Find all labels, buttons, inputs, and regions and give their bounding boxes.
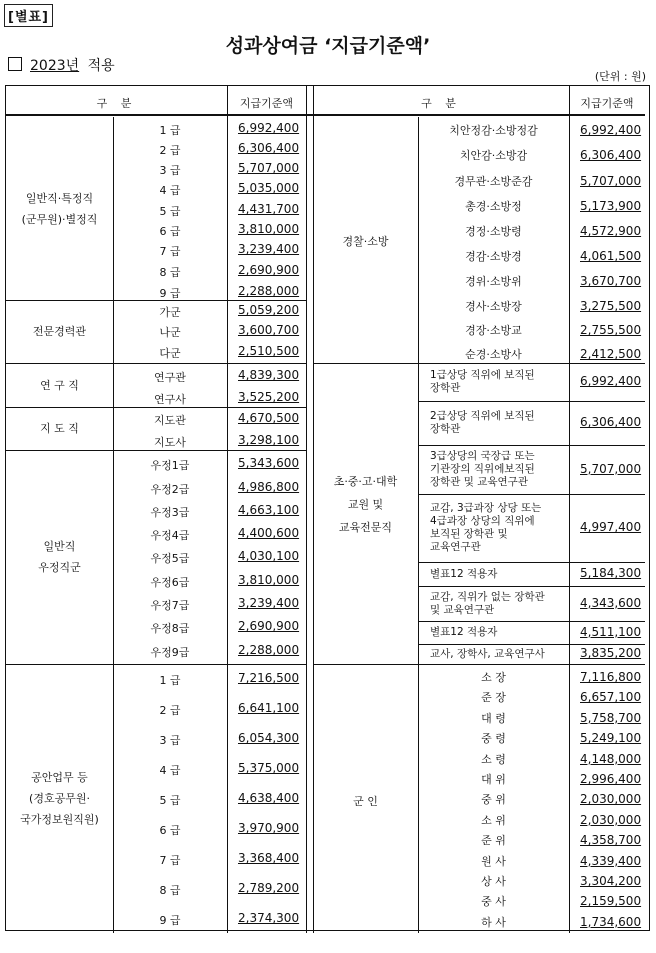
- rank-label: 준 장: [481, 691, 506, 705]
- amount-value: 3,670,700: [580, 274, 642, 288]
- amount-value: 5,059,200: [238, 303, 300, 317]
- grade-label: 나군: [159, 326, 181, 339]
- allowance-table: [5, 85, 650, 931]
- rank-label: 경정·소방령: [465, 225, 522, 238]
- rank-label: 중 위: [481, 793, 506, 807]
- amount-value: 4,986,800: [238, 480, 300, 494]
- amount-value: 3,239,400: [238, 596, 300, 610]
- amount-value: 5,707,000: [238, 161, 300, 175]
- appendix-tag: [별표]: [4, 4, 53, 27]
- rank-label: 하 사: [481, 915, 506, 929]
- amount-value: 4,339,400: [580, 853, 642, 868]
- grade-label: 1 급: [159, 124, 181, 137]
- amount-value: 2,288,000: [238, 284, 300, 298]
- column-divider: [113, 363, 114, 407]
- amount-value: 2,690,900: [238, 263, 300, 277]
- amount-value: 4,358,700: [580, 833, 642, 848]
- position-desc: 교사, 장학사, 교육연구사: [430, 647, 545, 660]
- amount-value: 2,412,500: [580, 347, 642, 361]
- position-desc: 1급상당 직위에 보직된: [430, 369, 535, 381]
- rank-label: 준 위: [481, 834, 506, 848]
- amount-value: 3,600,700: [238, 323, 300, 337]
- rank-label: 중 사: [481, 895, 506, 909]
- column-divider: [418, 664, 419, 933]
- category-label: (경호공무원·: [29, 792, 90, 805]
- amount-value: 3,970,900: [238, 821, 300, 835]
- position-desc: 및 교육연구관: [430, 603, 495, 616]
- rank-label: 원 사: [481, 854, 506, 868]
- column-divider: [113, 300, 114, 363]
- grade-label: 연구관: [154, 371, 186, 384]
- apply-year-line: [8, 55, 115, 75]
- header-amount-left: 지급기준액: [239, 97, 294, 110]
- amount-value: 6,992,400: [238, 121, 300, 135]
- category-label: 연 구 직: [40, 378, 79, 392]
- amount-value: 2,996,400: [580, 772, 642, 786]
- rank-label: 경사·소방장: [465, 300, 522, 313]
- grade-label: 우정9급: [150, 646, 190, 659]
- category-label: 교육전문직: [338, 521, 393, 534]
- category-label: 공안업무 등: [31, 771, 88, 784]
- rank-label: 상 사: [481, 875, 506, 888]
- amount-value: 3,368,400: [238, 851, 300, 865]
- amount-value: 3,525,200: [238, 390, 300, 404]
- amount-value: 3,304,200: [580, 874, 642, 888]
- grade-label: 4 급: [159, 764, 181, 777]
- grade-label: 1 급: [159, 674, 181, 687]
- grade-label: 8 급: [159, 266, 181, 279]
- amount-value: 5,707,000: [580, 174, 642, 188]
- rank-label: 경장·소방교: [465, 324, 522, 337]
- column-divider: [569, 86, 570, 933]
- grade-label: 우정5급: [150, 552, 190, 565]
- rank-label: 경감·소방경: [465, 250, 522, 263]
- row-divider: [6, 114, 645, 116]
- amount-value: 3,835,200: [580, 646, 642, 660]
- amount-value: 5,249,100: [580, 731, 642, 746]
- grade-label: 우정3급: [150, 506, 190, 519]
- amount-value: 4,638,400: [238, 791, 300, 805]
- amount-value: 2,690,900: [238, 619, 300, 633]
- rank-label: 대 위: [481, 773, 506, 786]
- grade-label: 다군: [159, 347, 181, 360]
- position-desc: 기관장의 직위에보직된: [430, 463, 535, 475]
- amount-value: 4,839,300: [238, 368, 300, 382]
- row-divider: [418, 586, 645, 587]
- unit-label: (단위 : 원): [594, 70, 646, 83]
- grade-label: 연구사: [154, 393, 186, 406]
- amount-value: 4,148,000: [580, 751, 642, 766]
- position-desc: 교육연구관: [430, 541, 481, 553]
- category-label: 초·중·고·대학: [333, 475, 398, 488]
- amount-value: 6,306,400: [238, 141, 300, 155]
- category-label: 우정직군: [38, 561, 81, 574]
- grade-label: 우정8급: [150, 622, 190, 635]
- rank-label: 대 령: [481, 711, 506, 725]
- header-gubun-right: 구 분: [421, 97, 461, 110]
- amount-value: 2,030,000: [580, 812, 642, 827]
- amount-value: 2,755,500: [580, 323, 642, 337]
- amount-value: 3,810,000: [238, 222, 300, 236]
- amount-value: 6,992,400: [580, 374, 642, 388]
- grade-label: 5 급: [159, 205, 181, 218]
- column-divider: [113, 117, 114, 300]
- grade-label: 4 급: [159, 184, 181, 197]
- row-divider: [418, 401, 645, 402]
- amount-value: 1,734,600: [580, 914, 642, 929]
- category-label: 군 인: [353, 795, 378, 808]
- grade-label: 우정2급: [150, 483, 190, 496]
- amount-value: 2,789,200: [238, 881, 300, 895]
- amount-value: 7,116,800: [580, 670, 642, 684]
- grade-label: 지도관: [154, 414, 186, 427]
- row-divider: [418, 562, 645, 563]
- rank-label: 소 위: [481, 813, 506, 827]
- row-divider: [313, 363, 645, 364]
- grade-label: 2 급: [159, 144, 181, 157]
- amount-value: 4,030,100: [238, 549, 300, 563]
- amount-value: 4,663,100: [238, 503, 300, 517]
- position-desc: 장학관: [430, 382, 461, 394]
- apply-year: 2023년: [30, 58, 80, 74]
- amount-value: 5,343,600: [238, 456, 300, 470]
- amount-value: 4,572,900: [580, 224, 642, 238]
- row-divider: [6, 450, 306, 451]
- category-label: (군무원)·별정직: [21, 212, 98, 226]
- amount-value: 5,035,000: [238, 181, 300, 195]
- grade-label: 우정1급: [150, 459, 190, 472]
- header-amount-right: 지급기준액: [580, 97, 634, 110]
- rank-label: 치안정감·소방정감: [449, 124, 538, 137]
- grade-label: 5 급: [159, 794, 181, 807]
- grade-label: 3 급: [159, 734, 181, 747]
- amount-value: 6,641,100: [238, 701, 300, 715]
- amount-value: 6,657,100: [580, 690, 642, 705]
- column-divider: [113, 450, 114, 664]
- amount-value: 3,298,100: [238, 433, 300, 447]
- category-label: 전문경력관: [32, 325, 87, 338]
- amount-value: 2,288,000: [238, 643, 300, 657]
- grade-label: 우정4급: [150, 529, 190, 542]
- checkbox[interactable]: [8, 57, 22, 71]
- amount-value: 2,510,500: [238, 344, 300, 358]
- position-desc: 2급상당 직위에 보직된: [430, 410, 535, 422]
- category-label: 일반직·특정직: [25, 191, 94, 205]
- rank-label: 치안감·소방감: [459, 149, 528, 162]
- grade-label: 3 급: [159, 164, 181, 177]
- category-label: 교원 및: [347, 498, 384, 511]
- grade-label: 6 급: [159, 824, 181, 837]
- category-label: 지 도 직: [40, 422, 79, 435]
- rank-label: 소 령: [481, 752, 506, 766]
- amount-value: 3,810,000: [238, 573, 300, 587]
- amount-value: 5,375,000: [238, 761, 300, 775]
- amount-value: 7,216,500: [238, 671, 300, 685]
- amount-value: 4,061,500: [580, 249, 642, 263]
- row-divider: [313, 664, 645, 665]
- amount-value: 4,343,600: [580, 595, 642, 610]
- position-desc: 3급상당의 국장급 또는: [430, 450, 535, 462]
- amount-value: 4,511,100: [580, 624, 642, 639]
- row-divider: [6, 363, 306, 364]
- position-desc: 교감, 직위가 없는 장학관: [430, 590, 545, 603]
- amount-value: 2,030,000: [580, 792, 642, 807]
- rank-label: 소 장: [481, 671, 506, 684]
- column-divider: [227, 86, 228, 933]
- column-divider: [306, 86, 307, 933]
- amount-value: 6,306,400: [580, 148, 642, 162]
- row-divider: [418, 644, 645, 645]
- amount-value: 2,374,300: [238, 911, 300, 925]
- amount-value: 4,400,600: [238, 526, 300, 540]
- column-divider: [113, 407, 114, 450]
- grade-label: 2 급: [159, 704, 181, 717]
- position-desc: 교감, 3급과장 상당 또는: [430, 502, 542, 514]
- grade-label: 9 급: [159, 914, 181, 927]
- grade-label: 9 급: [159, 287, 181, 300]
- grade-label: 7 급: [159, 854, 181, 867]
- position-desc: 장학관: [430, 423, 461, 435]
- rank-label: 경무관·소방준감: [454, 175, 533, 188]
- rank-label: 중 령: [481, 732, 506, 746]
- row-divider: [6, 664, 306, 665]
- grade-label: 6 급: [159, 225, 181, 238]
- category-label: 경찰·소방: [342, 235, 389, 248]
- position-desc: 별표12 적용자: [430, 567, 498, 580]
- grade-label: 지도사: [154, 436, 186, 449]
- amount-value: 4,997,400: [580, 520, 642, 534]
- column-divider: [113, 664, 114, 933]
- row-divider: [418, 445, 645, 446]
- position-desc: 장학관 및 교육연구관: [430, 476, 528, 488]
- amount-value: 6,992,400: [580, 123, 642, 137]
- page-title: 성과상여금 ‘지급기준액’: [225, 35, 431, 57]
- amount-value: 5,758,700: [580, 710, 642, 725]
- position-desc: 4급과장 상당의 직위에: [430, 515, 535, 527]
- grade-label: 우정6급: [150, 576, 190, 589]
- apply-text: 적용: [87, 58, 115, 74]
- header-gubun-left: 구 분: [96, 97, 137, 110]
- amount-value: 3,239,400: [238, 242, 300, 256]
- row-divider: [418, 494, 645, 495]
- amount-value: 6,054,300: [238, 731, 300, 745]
- amount-value: 5,707,000: [580, 461, 642, 476]
- rank-label: 순경·소방사: [465, 348, 522, 361]
- category-label: 국가정보원직원): [20, 813, 99, 826]
- amount-value: 4,431,700: [238, 202, 300, 216]
- amount-value: 2,159,500: [580, 894, 642, 909]
- category-label: 일반직: [43, 540, 76, 553]
- position-desc: 보직된 장학관 및: [430, 528, 508, 540]
- grade-label: 우정7급: [150, 599, 190, 612]
- amount-value: 4,670,500: [238, 411, 300, 425]
- grade-label: 가군: [159, 306, 181, 319]
- amount-value: 3,275,500: [580, 299, 642, 313]
- row-divider: [6, 407, 306, 408]
- row-divider: [6, 300, 306, 301]
- grade-label: 8 급: [159, 884, 181, 897]
- position-desc: 별표12 적용자: [430, 626, 498, 638]
- rank-label: 경위·소방위: [465, 275, 522, 288]
- amount-value: 5,173,900: [580, 199, 642, 213]
- row-divider: [418, 621, 645, 622]
- grade-label: 7 급: [159, 245, 181, 258]
- amount-value: 5,184,300: [580, 566, 642, 580]
- amount-value: 6,306,400: [580, 415, 642, 429]
- rank-label: 총경·소방정: [465, 200, 522, 213]
